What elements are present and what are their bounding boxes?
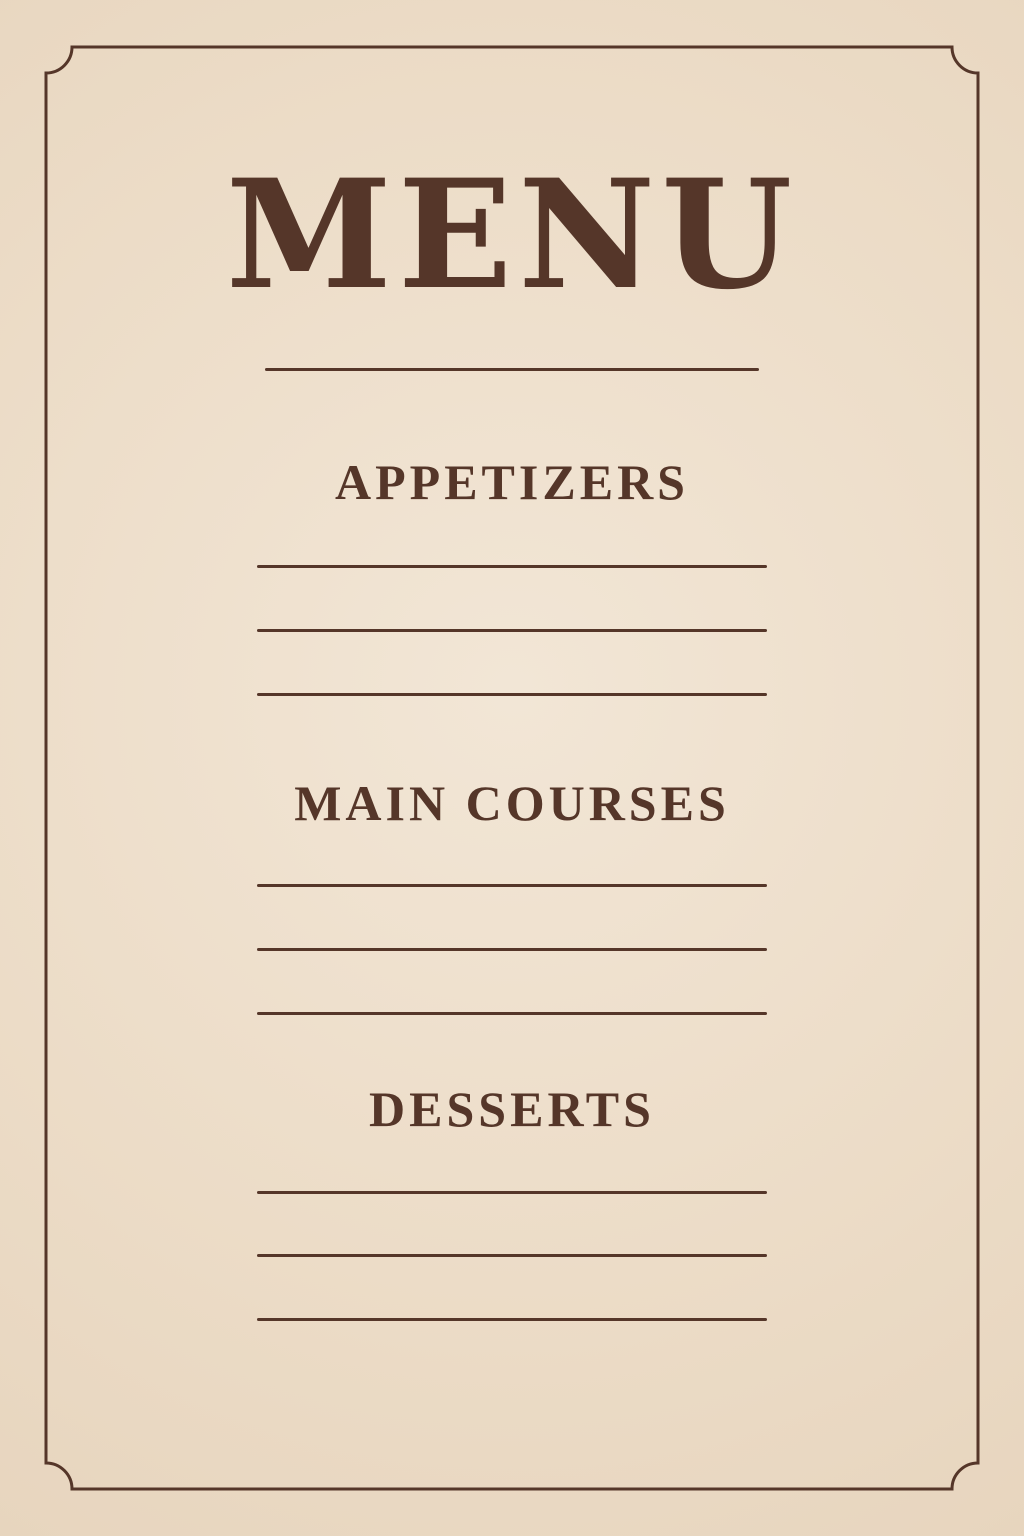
appetizers-item-line — [257, 565, 767, 568]
desserts-item-line — [257, 1318, 767, 1321]
menu-title: MENU — [225, 147, 799, 323]
main-courses-item-line — [257, 884, 767, 887]
main-courses-item-line — [257, 948, 767, 951]
appetizers-item-line — [257, 693, 767, 696]
section-heading-main-courses: MAIN COURSES — [294, 775, 730, 831]
section-heading-desserts: DESSERTS — [369, 1081, 655, 1137]
section-heading-appetizers: APPETIZERS — [335, 454, 689, 510]
desserts-item-line — [257, 1254, 767, 1257]
title-divider — [265, 368, 759, 371]
desserts-item-line — [257, 1191, 767, 1194]
appetizers-item-line — [257, 629, 767, 632]
main-courses-item-line — [257, 1012, 767, 1015]
